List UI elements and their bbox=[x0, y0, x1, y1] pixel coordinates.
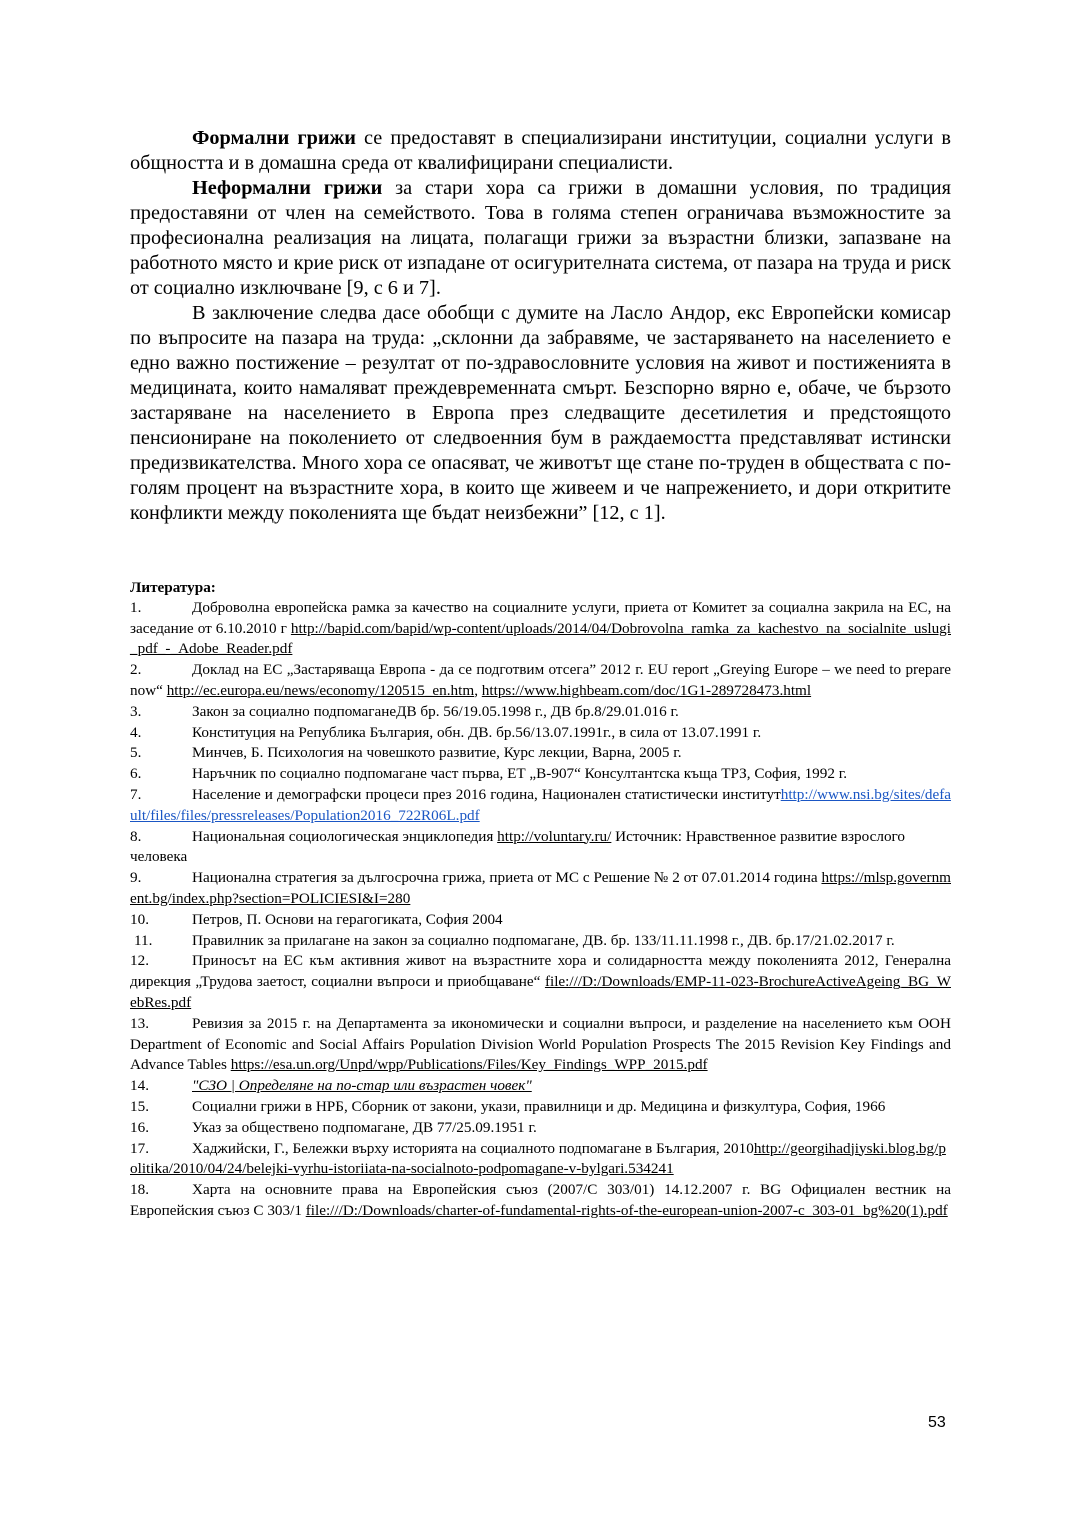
reference-text: Доброволна европейска рамка за качество на социалните услуги, приета от Комитет за социална закрила на ЕС, на заседание от 6.10.2010 г bbox=[130, 598, 951, 637]
reference-number: 2. bbox=[130, 661, 142, 679]
reference-number: 8. bbox=[130, 827, 142, 845]
reference-text: Ревизия за 2015 г. на Департамента за икономически и социални въпроси, и разделение на населението към ООН Department of Economic and Social Affairs Population Division World Population Prospects The 2015 Revision Key Findings and Advance Tables bbox=[130, 1014, 951, 1074]
reference-number: 9. bbox=[130, 869, 142, 887]
reference-link[interactable]: http://bapid.com/bapid/wp-content/uploads/2014/04/Dobrovolna_ramka_za_kachestvo_na_socialnite_uslugi_pdf_-_Adobe_Reader.pdf bbox=[130, 619, 951, 658]
reference-item bbox=[130, 951, 951, 1013]
reference-number: 1. bbox=[130, 598, 142, 616]
reference-number: 18. bbox=[130, 1181, 149, 1199]
reference-item bbox=[130, 1118, 951, 1139]
reference-number: 14. bbox=[130, 1077, 149, 1095]
paragraph-conclusion bbox=[130, 301, 951, 526]
reference-number: 17. bbox=[130, 1139, 149, 1157]
reference-item bbox=[130, 598, 951, 660]
reference-text-after: Источник: Нравственное развитие взрослого человека bbox=[130, 827, 905, 866]
reference-item bbox=[130, 1097, 951, 1118]
reference-number: 3. bbox=[130, 702, 142, 720]
reference-item bbox=[130, 785, 951, 827]
reference-text: Население и демографски процеси през 2016 година, Национален статистически институт bbox=[192, 785, 781, 803]
page-number: 53 bbox=[928, 1414, 946, 1431]
paragraph-text: се предоставят в специализирани институции, социални услуги в общността и в домашна среда от квалифицирани специалисти. bbox=[130, 127, 951, 174]
reference-number: 7. bbox=[130, 785, 142, 803]
reference-item bbox=[130, 1180, 951, 1222]
references-section bbox=[130, 578, 951, 1222]
reference-item bbox=[130, 1076, 951, 1097]
reference-text: Харта на основните права на Европейския съюз (2007/C 303/01) 14.12.2007 г. BG Официален вестник на Европейския съюз C 303/1 bbox=[130, 1181, 951, 1219]
reference-link[interactable]: http://ec.europa.eu/news/economy/120515_en.htm bbox=[166, 681, 475, 699]
reference-item bbox=[130, 1139, 951, 1181]
paragraph-text: за стари хора са грижи в домашни условия, по традиция предоставяни от член на семейството. Това в голяма степен ограничава възможностите за професионална реализация на лицата, полагащи грижи за възрастни близки, запазване на работното място и крие риск от изпадане от осигурителната система, от пазара на труда и риск от социално изключване [9, с 6 и 7]. bbox=[130, 177, 951, 299]
reference-text: Закон за социално подпомаганеДВ бр. 56/19.05.1998 г., ДВ бр.8/29.01.016 г. bbox=[192, 702, 679, 720]
paragraph-text: В заключение следва дасе обобщи с думите на Ласло Андор, екс Европейски комисар по въпросите на пазара на труда: „склонни да забравяме, че застаряването на населението е едно важно постижение – резултат от по-здравословните условия на живот и постиженията в медицината, които намаляват преждевременната смърт. Безспорно вярно е, обаче, че бързото застаряване на населението в Европа през следващите десетилетия и предстоящото пенсиониране на поколението от следвоенния бум в раждаемостта представляват истински предизвикателства. Много хора се опасяват, че животът ще стане по-труден в обществата с по-голям процент на възрастните хора, в които ще живеем и че напрежението, и дори откритите конфликти между поколенията ще бъдат неизбежни” [12, с 1]. bbox=[130, 302, 951, 524]
reference-item bbox=[130, 931, 951, 952]
reference-number: 4. bbox=[130, 723, 142, 741]
reference-link[interactable]: https://mlsp.government.bg/index.php?section=POLICIESI&I=280 bbox=[130, 869, 951, 907]
reference-text: Приносът на ЕС към активния живот на възрастните хора и солидарността между поколенията 2012, Генерална дирекция „Трудова заетост, социални въпроси и приобщаване“ bbox=[130, 952, 951, 991]
reference-number: 15. bbox=[130, 1097, 149, 1115]
reference-item bbox=[130, 868, 951, 910]
reference-number: 16. bbox=[130, 1118, 149, 1136]
reference-text: Национална стратегия за дългосрочна грижа, приета от МС с Решение № 2 от 07.01.2014 година bbox=[192, 869, 822, 887]
reference-number: 13. bbox=[130, 1014, 149, 1032]
reference-item bbox=[130, 827, 951, 869]
reference-number: 6. bbox=[130, 765, 142, 783]
reference-number: 5. bbox=[130, 744, 142, 762]
reference-text: Доклад на ЕС „Застаряваща Европа - да се подготвим отсега” 2012 г. EU report „Greying Europe – we need to prepare now“ bbox=[130, 661, 951, 699]
reference-text: Указ за обществено подпомагане, ДВ 77/25.09.1951 г. bbox=[192, 1118, 537, 1136]
reference-link[interactable]: "СЗО | Определяне на по-стар или възрастен човек" bbox=[192, 1077, 532, 1095]
paragraph-formal-care bbox=[130, 126, 951, 176]
reference-item bbox=[130, 764, 951, 785]
reference-text: Хаджийски, Г., Бележки върху историята на социалното подпомагане в България, 2010 bbox=[192, 1139, 754, 1157]
term-informal-care: Неформални грижи bbox=[192, 177, 383, 199]
reference-text: Конституция на Република България, обн. ДВ. бр.56/13.07.1991г., в сила от 13.07.1991 г. bbox=[192, 723, 762, 741]
reference-link-secondary[interactable]: https://www.highbeam.com/doc/1G1-289728473.html bbox=[481, 681, 812, 699]
reference-item bbox=[130, 702, 951, 723]
reference-text: Петров, П. Основи на герагогиката, София 2004 bbox=[192, 910, 503, 928]
reference-number: 10. bbox=[130, 910, 149, 928]
reference-link[interactable]: https://esa.un.org/Unpd/wpp/Publications/Files/Key_Findings_WPP_2015.pdf bbox=[230, 1056, 708, 1074]
reference-text: Национальная социологическая энциклопедия bbox=[192, 827, 498, 845]
term-formal-care: Формални грижи bbox=[192, 127, 356, 149]
reference-link[interactable]: file:///D:/Downloads/charter-of-fundamental-rights-of-the-european-union-2007-c_303-01_bg%20(1).pdf bbox=[305, 1201, 948, 1219]
reference-link[interactable]: http://voluntary.ru/ bbox=[497, 827, 612, 845]
references-heading: Литература: bbox=[130, 579, 216, 596]
body-text bbox=[130, 126, 951, 526]
reference-text: Наръчник по социално подпомагане част първа, ЕТ „В-907“ Консултантска къща ТРЗ, София, 1992 г. bbox=[192, 765, 848, 783]
reference-item bbox=[130, 723, 951, 744]
reference-item bbox=[130, 1014, 951, 1076]
reference-text: Социални грижи в НРБ, Сборник от закони, укази, правилници и др. Медицина и физкултура, София, 1966 bbox=[192, 1097, 886, 1115]
reference-text: Минчев, Б. Психология на човешкото развитие, Курс лекции, Варна, 2005 г. bbox=[192, 744, 682, 762]
reference-number: 11. bbox=[134, 931, 153, 949]
reference-number: 12. bbox=[130, 952, 149, 970]
reference-link[interactable]: file:///D:/Downloads/EMP-11-023-BrochureActiveAgeing_BG_WebRes.pdf bbox=[130, 973, 951, 1011]
reference-link[interactable]: http://www.nsi.bg/sites/default/files/files/pressreleases/Population2016_722R06L.pdf bbox=[130, 785, 951, 824]
reference-item bbox=[130, 910, 951, 931]
reference-item: 2. Доклад на ЕС „Застаряваща Европа - да се подготвим отсега” 2012 г. EU report „Greying Europe – we need to prepare now“ http://ec.europa.eu/news/economy/120515_en.htm, https://www.highbeam.com/doc/1G1-289728473.html bbox=[130, 661, 951, 699]
reference-text: Правилник за прилагане на закон за социално подпомагане, ДВ. бр. 133/11.11.1998 г., ДВ. бр.17/21.02.2017 г. bbox=[192, 931, 895, 949]
reference-item bbox=[130, 743, 951, 764]
paragraph-informal-care bbox=[130, 176, 951, 301]
reference-link[interactable]: http://georgihadjiyski.blog.bg/politika/2010/04/24/belejki-vyrhu-istoriiata-na-socialnoto-podpomagane-v-bylgari.534241 bbox=[130, 1139, 946, 1178]
